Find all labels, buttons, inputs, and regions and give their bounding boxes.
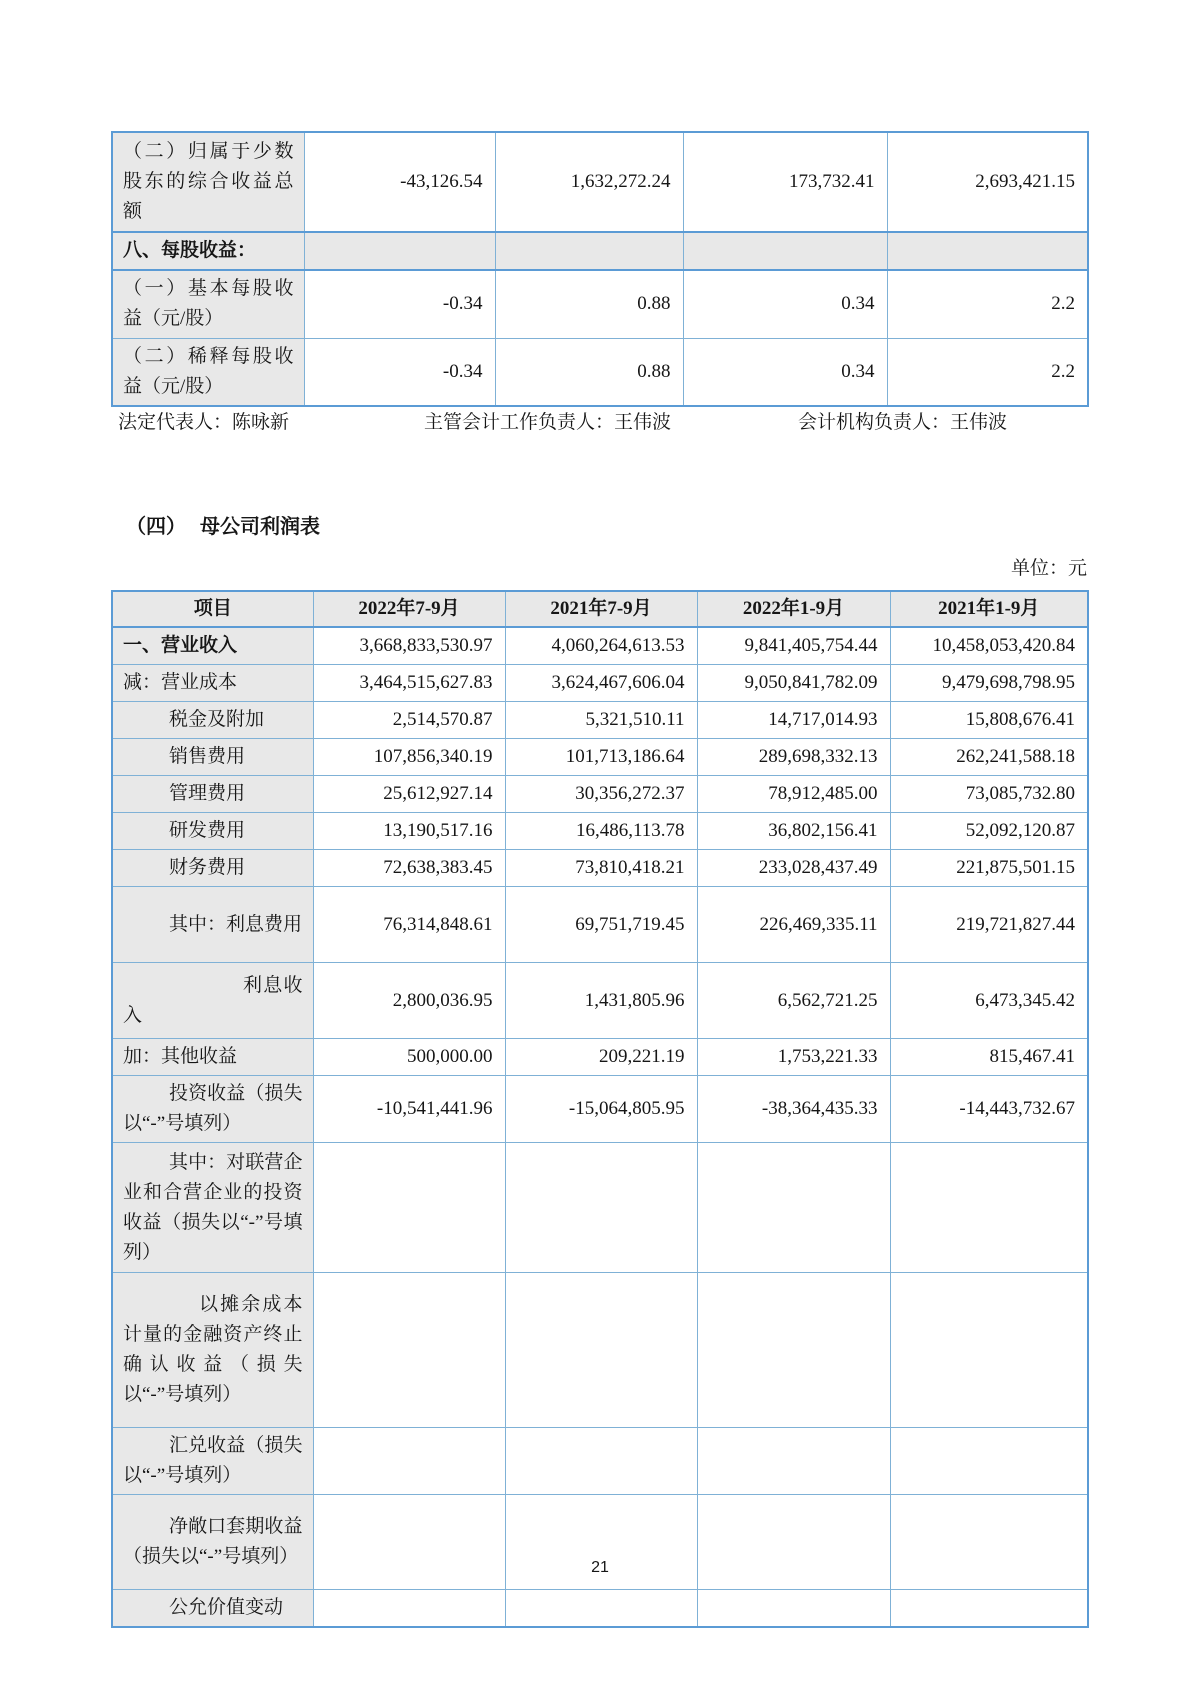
row-label: 研发费用 <box>112 813 313 850</box>
value-cell: 76,314,848.61 <box>313 887 505 963</box>
value-cell: 3,464,515,627.83 <box>313 665 505 702</box>
table-row <box>112 1143 1088 1273</box>
value-cell <box>890 1273 1088 1428</box>
value-cell <box>313 1428 505 1495</box>
value-cell: 9,050,841,782.09 <box>697 665 890 702</box>
row-label: 其中：利息费用 <box>112 887 313 963</box>
consolidated-income-statement-tail-table <box>111 131 1089 407</box>
value-cell: -38,364,435.33 <box>697 1076 890 1143</box>
row-label: 管理费用 <box>112 776 313 813</box>
value-cell: 9,841,405,754.44 <box>697 627 890 665</box>
value-cell: 219,721,827.44 <box>890 887 1088 963</box>
value-cell: 10,458,053,420.84 <box>890 627 1088 665</box>
value-cell: 3,624,467,606.04 <box>505 665 697 702</box>
value-cell: 52,092,120.87 <box>890 813 1088 850</box>
value-cell: -10,541,441.96 <box>313 1076 505 1143</box>
section-title: 母公司利润表 <box>200 516 320 538</box>
value-cell: 262,241,588.18 <box>890 739 1088 776</box>
value-cell: 25,612,927.14 <box>313 776 505 813</box>
value-cell <box>887 232 1088 270</box>
row-label: 其中：对联营企业和合营企业的投资收益（损失以“-”号填列） <box>112 1143 313 1273</box>
table-row <box>112 813 1088 850</box>
value-cell <box>890 1428 1088 1495</box>
accounting-department-head-signature: 会计机构负责人：王伟波 <box>798 412 1008 433</box>
table-row <box>112 963 1088 1039</box>
column-header: 项目 <box>112 591 313 627</box>
value-cell <box>890 1590 1088 1628</box>
value-cell: 2,514,570.87 <box>313 702 505 739</box>
section-index: （四） <box>126 516 186 538</box>
row-label: 财务费用 <box>112 850 313 887</box>
value-cell: 226,469,335.11 <box>697 887 890 963</box>
value-cell <box>313 1590 505 1628</box>
column-header: 2021年1-9月 <box>890 591 1088 627</box>
value-cell: 0.88 <box>495 270 683 338</box>
row-label: 投资收益（损失以“-”号填列） <box>112 1076 313 1143</box>
value-cell: 30,356,272.37 <box>505 776 697 813</box>
value-cell: 16,486,113.78 <box>505 813 697 850</box>
value-cell: 78,912,485.00 <box>697 776 890 813</box>
value-cell: 73,085,732.80 <box>890 776 1088 813</box>
row-label: （二）归属于少数股东的综合收益总额 <box>112 132 304 232</box>
legal-representative-signature: 法定代表人：陈咏新 <box>118 412 290 433</box>
value-cell: 2.2 <box>887 338 1088 406</box>
value-cell: 2.2 <box>887 270 1088 338</box>
table-row <box>112 665 1088 702</box>
value-cell: 209,221.19 <box>505 1039 697 1076</box>
value-cell <box>505 1590 697 1628</box>
value-cell: -0.34 <box>304 338 495 406</box>
row-label: 八、每股收益： <box>112 232 304 270</box>
table1-body <box>112 132 1088 406</box>
value-cell: 6,562,721.25 <box>697 963 890 1039</box>
value-cell: 2,800,036.95 <box>313 963 505 1039</box>
parent-company-income-statement-table <box>111 590 1089 1628</box>
table-row <box>112 270 1088 338</box>
value-cell: 2,693,421.15 <box>887 132 1088 232</box>
value-cell <box>697 1273 890 1428</box>
value-cell <box>495 232 683 270</box>
value-cell: -43,126.54 <box>304 132 495 232</box>
value-cell: 14,717,014.93 <box>697 702 890 739</box>
table-row <box>112 739 1088 776</box>
row-label: （一）基本每股收益（元/股） <box>112 270 304 338</box>
value-cell <box>505 1273 697 1428</box>
value-cell: 72,638,383.45 <box>313 850 505 887</box>
value-cell: 3,668,833,530.97 <box>313 627 505 665</box>
value-cell: 107,856,340.19 <box>313 739 505 776</box>
value-cell: 0.34 <box>683 338 887 406</box>
column-header: 2021年7-9月 <box>505 591 697 627</box>
value-cell: 173,732.41 <box>683 132 887 232</box>
table2-body <box>112 627 1088 1627</box>
table-row <box>112 1590 1088 1628</box>
table-row <box>112 887 1088 963</box>
value-cell <box>505 1428 697 1495</box>
value-cell: 289,698,332.13 <box>697 739 890 776</box>
value-cell: 1,431,805.96 <box>505 963 697 1039</box>
value-cell: -0.34 <box>304 270 495 338</box>
value-cell: 500,000.00 <box>313 1039 505 1076</box>
table-row <box>112 702 1088 739</box>
row-label: 加：其他收益 <box>112 1039 313 1076</box>
value-cell: 6,473,345.42 <box>890 963 1088 1039</box>
row-label: 以摊余成本计量的金融资产终止确认收益（损失以“-”号填列） <box>112 1273 313 1428</box>
value-cell <box>304 232 495 270</box>
table-row <box>112 338 1088 406</box>
unit-label: 单位：元 <box>1010 558 1087 579</box>
table-row <box>112 1039 1088 1076</box>
row-label: 公允价值变动 <box>112 1590 313 1628</box>
table-row <box>112 776 1088 813</box>
value-cell: 36,802,156.41 <box>697 813 890 850</box>
value-cell <box>697 1428 890 1495</box>
value-cell: 1,753,221.33 <box>697 1039 890 1076</box>
value-cell: 0.88 <box>495 338 683 406</box>
value-cell <box>890 1143 1088 1273</box>
value-cell: 0.34 <box>683 270 887 338</box>
table-row <box>112 232 1088 270</box>
value-cell: 13,190,517.16 <box>313 813 505 850</box>
value-cell: 73,810,418.21 <box>505 850 697 887</box>
value-cell <box>697 1143 890 1273</box>
table-row <box>112 1428 1088 1495</box>
value-cell <box>683 232 887 270</box>
row-label: 净敞口套期收益（损失以“-”号填列） <box>112 1495 313 1590</box>
row-label: 减：营业成本 <box>112 665 313 702</box>
table-row <box>112 627 1088 665</box>
row-label: 汇兑收益（损失以“-”号填列） <box>112 1428 313 1495</box>
row-label: 税金及附加 <box>112 702 313 739</box>
row-label: （二）稀释每股收益（元/股） <box>112 338 304 406</box>
row-label: 利息收入 <box>112 963 313 1039</box>
value-cell <box>505 1143 697 1273</box>
row-label: 一、营业收入 <box>112 627 313 665</box>
value-cell: 221,875,501.15 <box>890 850 1088 887</box>
signature-line <box>0 407 1200 433</box>
table-row <box>112 850 1088 887</box>
column-header: 2022年1-9月 <box>697 591 890 627</box>
value-cell: -14,443,732.67 <box>890 1076 1088 1143</box>
value-cell: -15,064,805.95 <box>505 1076 697 1143</box>
value-cell: 101,713,186.64 <box>505 739 697 776</box>
table-row <box>112 1076 1088 1143</box>
value-cell: 15,808,676.41 <box>890 702 1088 739</box>
table-row <box>112 132 1088 232</box>
chief-accounting-officer-signature: 主管会计工作负责人：王伟波 <box>424 412 672 433</box>
table-row <box>112 1273 1088 1428</box>
column-header: 2022年7-9月 <box>313 591 505 627</box>
page-number: 21 <box>591 1559 609 1576</box>
value-cell: 233,028,437.49 <box>697 850 890 887</box>
header-row <box>112 591 1088 627</box>
row-label: 销售费用 <box>112 739 313 776</box>
value-cell: 5,321,510.11 <box>505 702 697 739</box>
value-cell: 1,632,272.24 <box>495 132 683 232</box>
value-cell: 69,751,719.45 <box>505 887 697 963</box>
section-heading <box>126 510 320 539</box>
value-cell: 815,467.41 <box>890 1039 1088 1076</box>
value-cell: 4,060,264,613.53 <box>505 627 697 665</box>
value-cell: 9,479,698,798.95 <box>890 665 1088 702</box>
value-cell <box>697 1590 890 1628</box>
value-cell <box>313 1273 505 1428</box>
value-cell <box>313 1143 505 1273</box>
